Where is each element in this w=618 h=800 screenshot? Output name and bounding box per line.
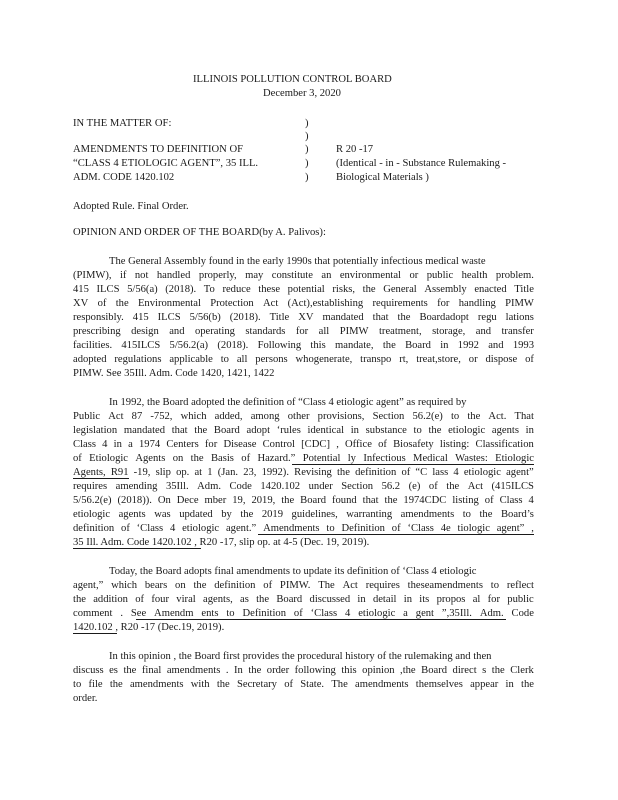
- text-line: XV of the Environmental Protection Act (Act),establishing requirements for handling PIMW: [73, 298, 534, 309]
- text-line: etiologic agents was updated by the 2019 guidelines, warranting amendments to the Board’s: [73, 509, 534, 520]
- caption-left-line-1: AMENDMENTS TO DEFINITION OF: [73, 144, 243, 155]
- text-line: Class 4 in a 1974 Centers for Disease Control [CDC] , Office of Biosafety listing: Classification: [73, 439, 534, 450]
- text-line: the addition of four viral agents, as the Board discussed in detail in its propos al for public: [73, 594, 534, 605]
- caption-right-line-1: (Identical - in - Substance Rulemaking -: [336, 158, 507, 169]
- caption-left-line-2: “CLASS 4 ETIOLOGIC AGENT”, 35 ILL.: [73, 158, 259, 169]
- opinion-heading: OPINION AND ORDER OF THE BOARD(by A. Palivos):: [73, 227, 326, 238]
- text-line: 35 Ill. Adm. Code 1420.102 , R20 -17, slip op. at 4-5 (Dec. 19, 2019).: [73, 537, 370, 548]
- caption-paren: ): [305, 172, 309, 183]
- text-line: agent,” which bears on the definition of PIMW. The Act requires theseamendments to reflect: [73, 580, 534, 591]
- in-the-matter: IN THE MATTER OF:: [73, 118, 172, 129]
- text-line: to file the amendments with the Secretary of State. The amendments themselves appear in the: [73, 679, 534, 690]
- text-line: PIMW. See 35Ill. Adm. Code 1420, 1421, 1422: [73, 368, 275, 379]
- caption-paren: ): [305, 118, 309, 129]
- agency-title: ILLINOIS POLLUTION CONTROL BOARD: [193, 74, 392, 85]
- text-line: discuss es the final amendments . In the order following this opinion ,the Board direct s the Clerk: [73, 665, 534, 676]
- text-line: Agents, R91 -19, slip op. at 1 (Jan. 23, 1992). Revising the definition of “C lass 4 etiologic agent”: [73, 467, 534, 478]
- caption-right-line-2: Biological Materials ): [336, 172, 429, 183]
- adopted-rule-line: Adopted Rule. Final Order.: [73, 201, 189, 212]
- text-line: prescribing design and operating standards for all PIMW treatment, storage, and transfer: [73, 326, 534, 337]
- text-line: The General Assembly found in the early 1990s that potentially infectious medical waste: [109, 256, 486, 267]
- text-line: adopted regulations applicable to all persons whogenerate, transpo rt, treat,store, or dispose of: [73, 354, 534, 365]
- caption-paren: ): [305, 158, 309, 169]
- text-line: 415 ILCS 5/56(a) (2018). To reduce these potential risks, the General Assembly enacted Title: [73, 284, 534, 295]
- caption-paren: ): [305, 144, 309, 155]
- text-line: 1420.102 , R20 -17 (Dec.19, 2019).: [73, 622, 225, 633]
- text-line: of Etiologic Agents on the Basis of Hazard.” Potential ly Infectious Medical Wastes: Etiologic: [73, 453, 534, 464]
- text-line: comment . See Amendm ents to Definition of ‘Class 4 etiologic a gent ”,35Ill. Adm. Code: [73, 608, 534, 619]
- text-line: In this opinion , the Board first provides the procedural history of the rulemaking and then: [109, 651, 492, 662]
- text-line: 5/56.2(e) (2018)). On Dece mber 19, 2019, the Board found that the 1974CDC listing of Class 4: [73, 495, 534, 506]
- text-line: (PIMW), if not handled properly, may constitute an environmental or public health problem.: [73, 270, 534, 281]
- citation-underline: [292, 464, 534, 465]
- text-line: facilities. 415ILCS 5/56.2(a) (2018). Following this mandate, the Board in 1992 and 1993: [73, 340, 534, 351]
- text-line: order.: [73, 693, 98, 704]
- text-line: In 1992, the Board adopted the definition of “Class 4 etiologic agent” as required by: [109, 397, 467, 408]
- text-line: Today, the Board adopts final amendments to update its definition of ‘Class 4 etiologic: [109, 566, 477, 577]
- text-line: definition of ‘Class 4 etiologic agent.” Amendments to Definition of ‘Class 4e tiologic agent” ,: [73, 523, 534, 534]
- text-line: legislation mandated that the Board adopt ‘rules identical in substance to the etiologic agents in: [73, 425, 534, 436]
- text-line: requires amending 35Ill. Adm. Code 1420.102 under Section 56.2 (e) of the Act (415ILCS: [73, 481, 534, 492]
- caption-left-line-3: ADM. CODE 1420.102: [73, 172, 175, 183]
- citation-underline: [73, 548, 201, 549]
- document-date: December 3, 2020: [263, 88, 341, 99]
- citation-underline: [73, 633, 117, 634]
- citation-underline: [136, 619, 506, 620]
- citation-underline: [73, 478, 129, 479]
- text-line: Public Act 87 -752, which added, among other provisions, Section 56.2(e) to the Act. That: [73, 411, 534, 422]
- docket-number: R 20 -17: [336, 144, 374, 155]
- citation-underline: [258, 534, 534, 535]
- text-line: responsibly. 415 ILCS 5/56(b) (2018). Title XV mandated that the Boardadopt regu lations: [73, 312, 534, 323]
- caption-paren: ): [305, 131, 309, 142]
